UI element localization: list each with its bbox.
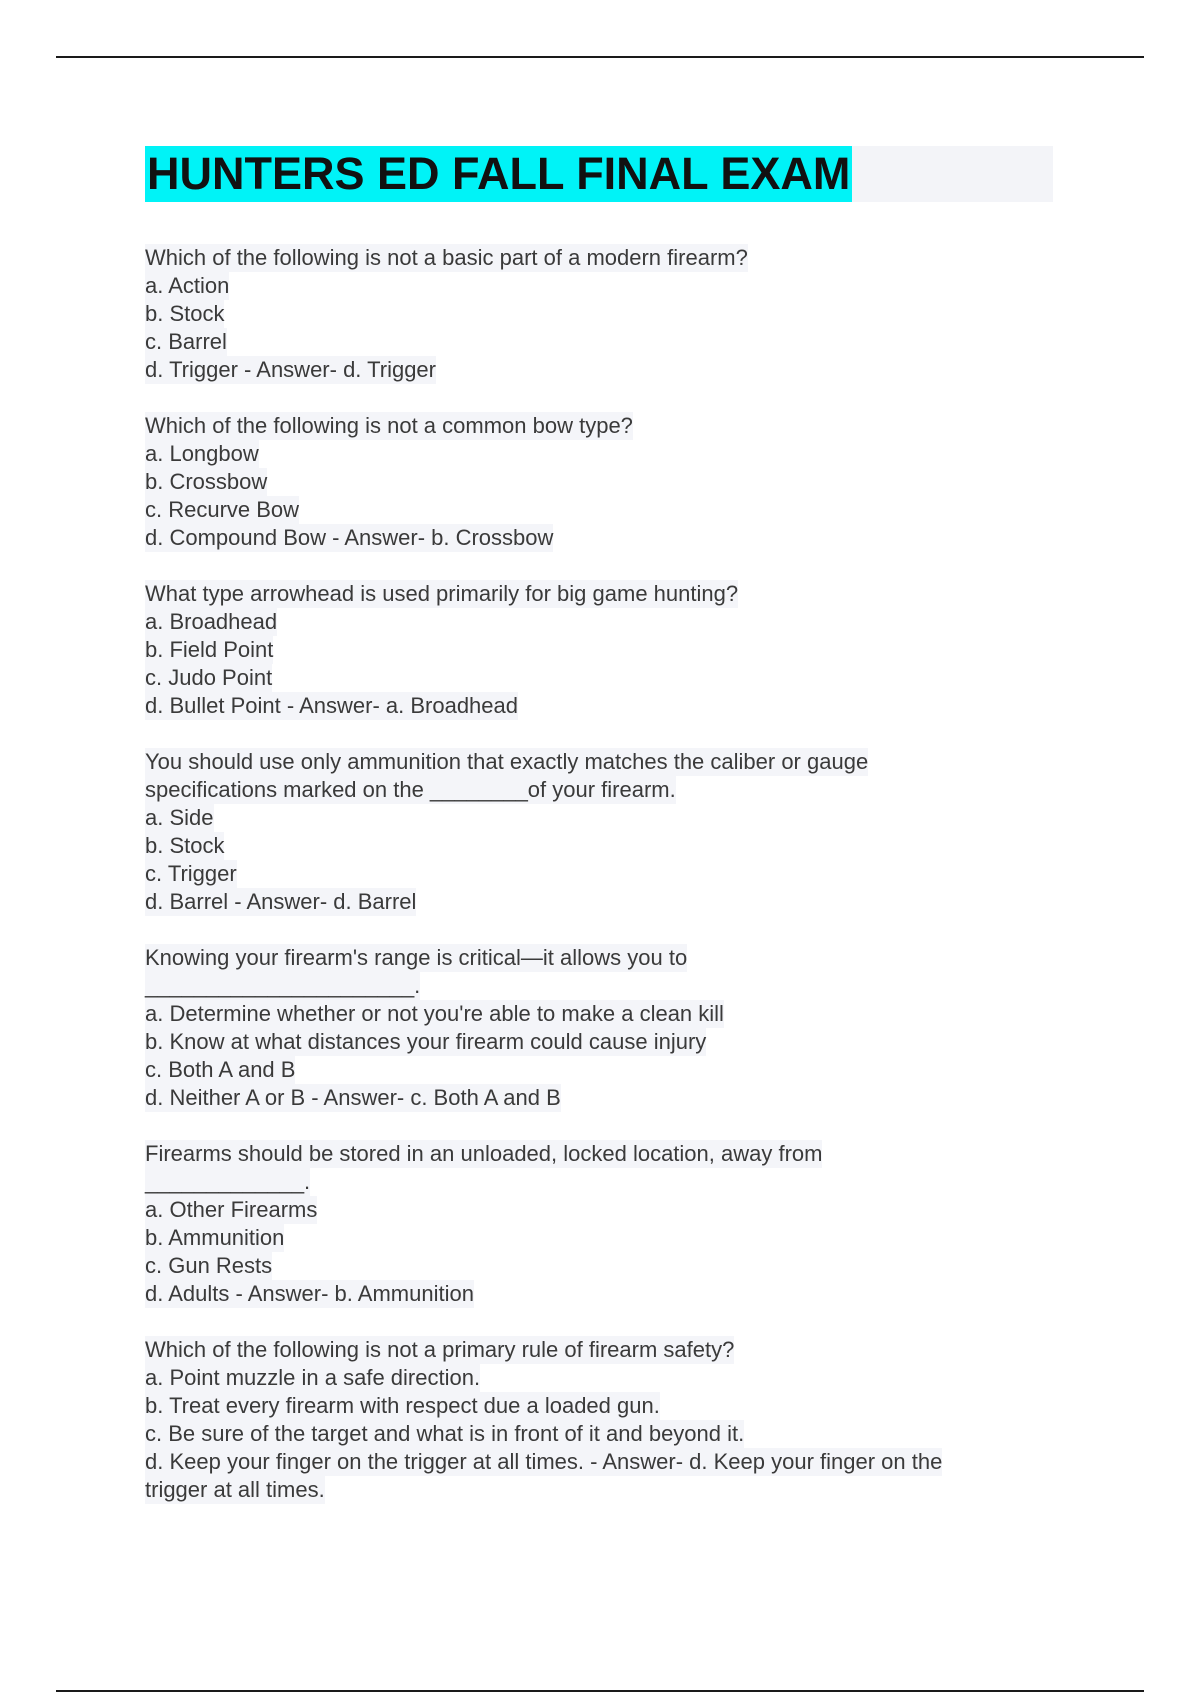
answer-option: c. Gun Rests bbox=[145, 1253, 273, 1278]
bottom-rule bbox=[56, 1690, 1144, 1692]
answer-option: b. Crossbow bbox=[145, 469, 268, 494]
document-title: HUNTERS ED FALL FINAL EXAM bbox=[145, 146, 852, 202]
answer-option: c. Recurve Bow bbox=[145, 497, 300, 522]
answer-option: d. Neither A or B - Answer- c. Both A and B bbox=[145, 1085, 561, 1110]
answer-option: a. Broadhead bbox=[145, 609, 278, 634]
answer-option: a. Longbow bbox=[145, 441, 259, 466]
answer-option: d. Bullet Point - Answer- a. Broadhead bbox=[145, 693, 518, 718]
answer-option: a. Point muzzle in a safe direction. bbox=[145, 1365, 481, 1390]
question-6 bbox=[145, 1140, 1065, 1308]
question-prompt: Which of the following is not a primary rule of firearm safety? bbox=[145, 1337, 735, 1362]
question-prompt: specifications marked on the ________of your firearm. bbox=[145, 777, 676, 802]
question-4 bbox=[145, 748, 1065, 916]
question-1 bbox=[145, 244, 1065, 384]
answer-option: d. Compound Bow - Answer- b. Crossbow bbox=[145, 525, 554, 550]
answer-option: b. Stock bbox=[145, 833, 225, 858]
question-prompt: ______________________. bbox=[145, 973, 421, 998]
answer-option: c. Both A and B bbox=[145, 1057, 296, 1082]
question-2 bbox=[145, 412, 1065, 552]
answer-option: c. Judo Point bbox=[145, 665, 273, 690]
answer-option: a. Other Firearms bbox=[145, 1197, 318, 1222]
question-prompt: You should use only ammunition that exactly matches the caliber or gauge bbox=[145, 749, 869, 774]
answer-option: a. Action bbox=[145, 273, 230, 298]
question-prompt: Knowing your firearm's range is critical—it allows you to bbox=[145, 945, 688, 970]
answer-option: c. Trigger bbox=[145, 861, 237, 886]
question-7 bbox=[145, 1336, 1065, 1504]
question-prompt: Which of the following is not a basic part of a modern firearm? bbox=[145, 245, 748, 270]
question-prompt: What type arrowhead is used primarily for big game hunting? bbox=[145, 581, 739, 606]
answer-option: c. Barrel bbox=[145, 329, 227, 354]
answer-option: c. Be sure of the target and what is in front of it and beyond it. bbox=[145, 1421, 745, 1446]
answer-option: b. Field Point bbox=[145, 637, 274, 662]
question-prompt: Firearms should be stored in an unloaded, locked location, away from bbox=[145, 1141, 823, 1166]
answer-option: d. Barrel - Answer- d. Barrel bbox=[145, 889, 417, 914]
answer-option: b. Ammunition bbox=[145, 1225, 285, 1250]
answer-option: d. Trigger - Answer- d. Trigger bbox=[145, 357, 436, 382]
answer-option: a. Determine whether or not you're able to make a clean kill bbox=[145, 1001, 724, 1026]
answer-option: d. Adults - Answer- b. Ammunition bbox=[145, 1281, 474, 1306]
question-list bbox=[145, 244, 1065, 1532]
answer-option: trigger at all times. bbox=[145, 1477, 325, 1502]
answer-option: d. Keep your finger on the trigger at all times. - Answer- d. Keep your finger on the bbox=[145, 1449, 943, 1474]
top-rule bbox=[56, 56, 1144, 58]
question-prompt: _____________. bbox=[145, 1169, 311, 1194]
question-prompt: Which of the following is not a common bow type? bbox=[145, 413, 633, 438]
answer-option: a. Side bbox=[145, 805, 214, 830]
answer-option: b. Treat every firearm with respect due a loaded gun. bbox=[145, 1393, 660, 1418]
question-5 bbox=[145, 944, 1065, 1112]
answer-option: b. Stock bbox=[145, 301, 225, 326]
question-3 bbox=[145, 580, 1065, 720]
answer-option: b. Know at what distances your firearm could cause injury bbox=[145, 1029, 707, 1054]
